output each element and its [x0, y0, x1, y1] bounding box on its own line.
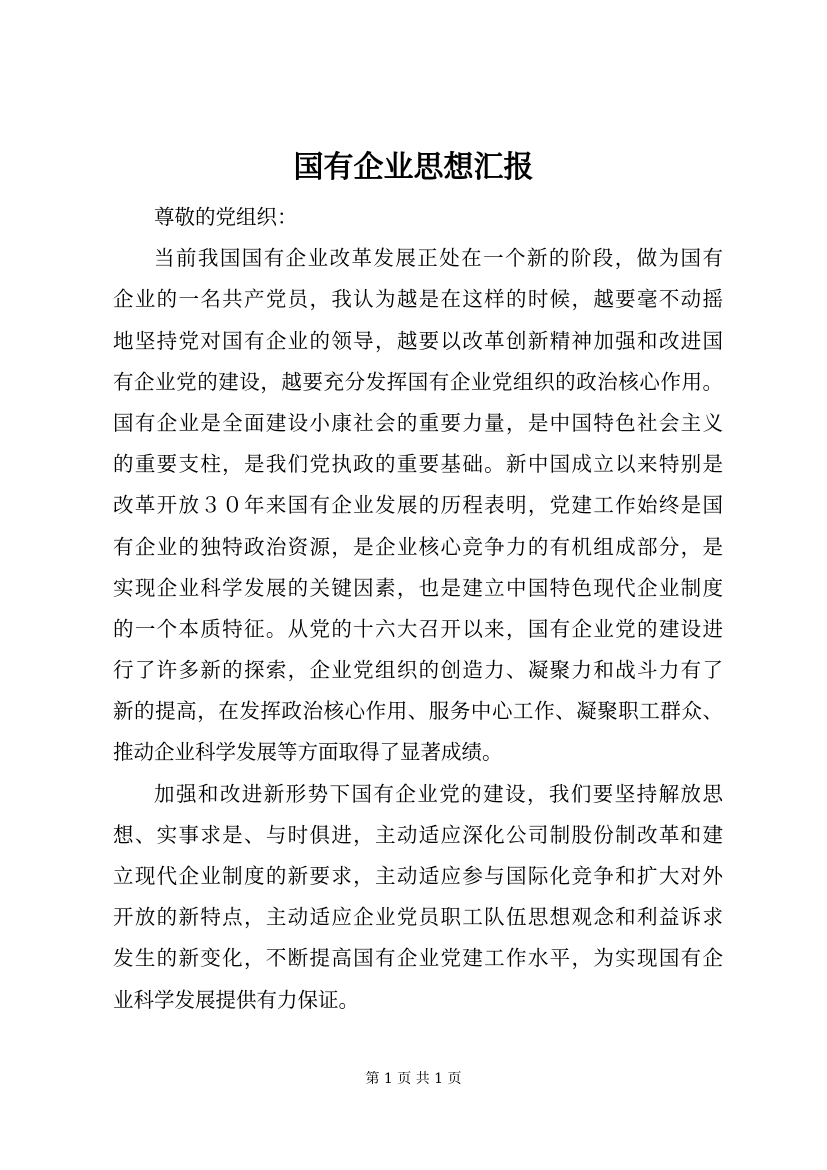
paragraph-2 [113, 774, 723, 1021]
paragraph-line: 国有企业是全面建设小康社会的重要力量，是中国特色社会主义 [113, 410, 723, 435]
paragraph-line: 发生的新变化，不断提高国有企业党建工作水平，为实现国有企 [113, 946, 723, 971]
paragraph-line: 新的提高，在发挥政治核心作用、服务中心工作、凝聚职工群众、 [113, 699, 723, 724]
paragraph-line: 的一个本质特征。从党的十六大召开以来，国有企业党的建设进 [113, 616, 723, 641]
paragraph-line: 想、实事求是、与时俱进，主动适应深化公司制股份制改革和建 [113, 822, 723, 847]
salutation: 尊敬的党组织： [154, 205, 298, 229]
paragraph-line: 有企业党的建设，越要充分发挥国有企业党组织的政治核心作用。 [113, 369, 723, 394]
paragraph-line: 开放的新特点，主动适应企业党员职工队伍思想观念和利益诉求 [113, 905, 723, 930]
document-body [113, 197, 723, 1021]
paragraph-line: 实现企业科学发展的关键因素，也是建立中国特色现代企业制度 [113, 575, 723, 600]
paragraph-line: 地坚持党对国有企业的领导，越要以改革创新精神加强和改进国 [113, 328, 723, 353]
paragraph-line: 业科学发展提供有力保证。 [113, 987, 359, 1012]
paragraph-line: 企业的一名共产党员，我认为越是在这样的时候，越要毫不动摇 [113, 287, 723, 312]
paragraph-line: 有企业的独特政治资源，是企业核心竞争力的有机组成部分，是 [113, 534, 723, 559]
document-title: 国有企业思想汇报 [293, 150, 534, 185]
paragraph-line: 行了许多新的探索，企业党组织的创造力、凝聚力和战斗力有了 [113, 658, 723, 683]
paragraph-line: 当前我国国有企业改革发展正处在一个新的阶段，做为国有 [154, 246, 723, 271]
page-footer: 第 1 页 共 1 页 [365, 1071, 462, 1087]
paragraph-line: 改革开放３０年来国有企业发展的历程表明，党建工作始终是国 [113, 493, 723, 518]
paragraph-line: 推动企业科学发展等方面取得了显著成绩。 [113, 740, 503, 765]
paragraph-line: 立现代企业制度的新要求，主动适应参与国际化竞争和扩大对外 [113, 864, 723, 888]
paragraph-line: 加强和改进新形势下国有企业党的建设，我们要坚持解放思 [154, 781, 723, 806]
paragraph-line: 的重要支柱，是我们党执政的重要基础。新中国成立以来特别是 [113, 452, 723, 477]
paragraph-1 [113, 238, 723, 773]
